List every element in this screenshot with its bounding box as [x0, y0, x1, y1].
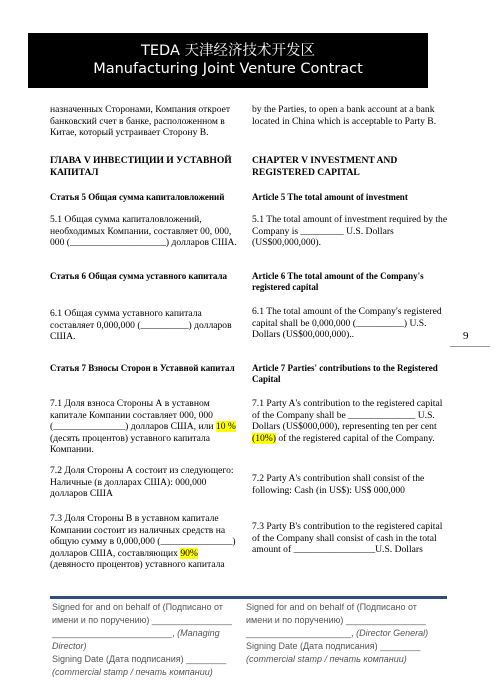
ru-article71-text: 7.1 Доля взноса Стороны А в уставном капитале Компании составляет 000, 000 (_______________) долларов США, или 10 % (десять процентов) уставного капитала Компании. — [50, 398, 236, 456]
en-article71-text: 7.1 Party A's contribution to the registered capital of the Company shall be ______________ U.S. Dollars (US$000,000), representing ten per cent (10%) of the registered capital of the Company. — [252, 398, 443, 444]
ru-article7-title: Статья 7 Взносы Сторон в Уставной капитал — [50, 363, 235, 373]
en-highlight-10-percent: (10%) — [252, 432, 276, 444]
ru-article6-title: Статья 6 Общая сумма уставного капитала — [50, 271, 228, 281]
footer-signature-party-b: Signed for and on behalf of (Подписано от имени и по поручению) ________________ _____________________, (Director General) Signing Date (Дата подписания) ________ (commercial stamp / печать компании) — [246, 602, 429, 664]
en-article72-text: 7.2 Party A's contribution shall consist of the following: Cash (in US$): US$ 000,000 — [252, 473, 425, 496]
footer-signature-party-a: Signed for and on behalf of (Подписано от имени и по поручению) ________________ ________________________, (Managing Director) Signing Date (Дата подписания) ________ (commercial stamp / печать компании) — [52, 602, 232, 677]
page-number: 9 — [463, 330, 469, 342]
ru-article72-text: 7.2 Доля Стороны А состоит из следующего: Наличные (в долларах США): 000,000 долларов США — [50, 465, 234, 500]
en-chapter-heading: CHAPTER V INVESTMENT AND REGISTERED CAPITAL — [252, 155, 398, 178]
en-article7-title: Article 7 Parties' contributions to the Registered Capital — [252, 363, 438, 384]
ru-article5-title: Статья 5 Общая сумма капиталовложений — [50, 192, 225, 202]
en-intro: by the Parties, to open a bank account at a bank located in China which is acceptable to Party B. — [252, 104, 437, 127]
ru-article5-text: 5.1 Общая сумма капиталовложений, необходимых Компании, составляет 00, 000, 000 (____________________) долларов США. — [50, 214, 237, 249]
ru-chapter-heading: ГЛАВА V ИНВЕСТИЦИИ И УСТАВНОЙ КАПИТАЛ — [50, 155, 232, 178]
en-article6-text: 6.1 The total amount of the Company's registered capital shall be 0,000,000 (__________) U.S. Dollars (US$00,000,000).. — [252, 306, 442, 341]
ru-article6-text: 6.1 Общая сумма уставного капитала составляет 0,000,000 (__________) долларов США. — [50, 308, 232, 343]
ru-article73-text: 7.3 Доля Стороны В в уставном капитале Компании состоит из наличных средств на общую сумму в 0,000,000 (_______________) долларов США, составляющих 90% (девяносто процентов) уставного капитала — [50, 513, 236, 571]
en-article5-text: 5.1 The total amount of investment required by the Company is _________ U.S. Dollars (US$00,000,000). — [252, 214, 448, 249]
footer-divider — [50, 596, 447, 599]
ru-highlight-10-percent: 10 % — [215, 421, 236, 433]
page-number-rule — [450, 346, 490, 347]
header-title: TEDA 天津经济技术开发区 — [141, 43, 315, 59]
en-article5-title: Article 5 The total amount of investment — [252, 192, 408, 202]
en-article73-text: 7.3 Party B's contribution to the registered capital of the Company shall consist of cash in the total amount of _________________U.S. Dollars — [252, 521, 443, 556]
ru-intro: назначенных Сторонами, Компания откроет банковский счет в банке, расположенном в Китае, который устраивает Сторону В. — [50, 104, 231, 139]
ru-highlight-90-percent: 90% — [180, 547, 198, 559]
document-header — [28, 33, 428, 88]
en-article6-title: Article 6 The total amount of the Company's registered capital — [252, 271, 424, 292]
header-subtitle: Manufacturing Joint Venture Contract — [93, 61, 363, 77]
